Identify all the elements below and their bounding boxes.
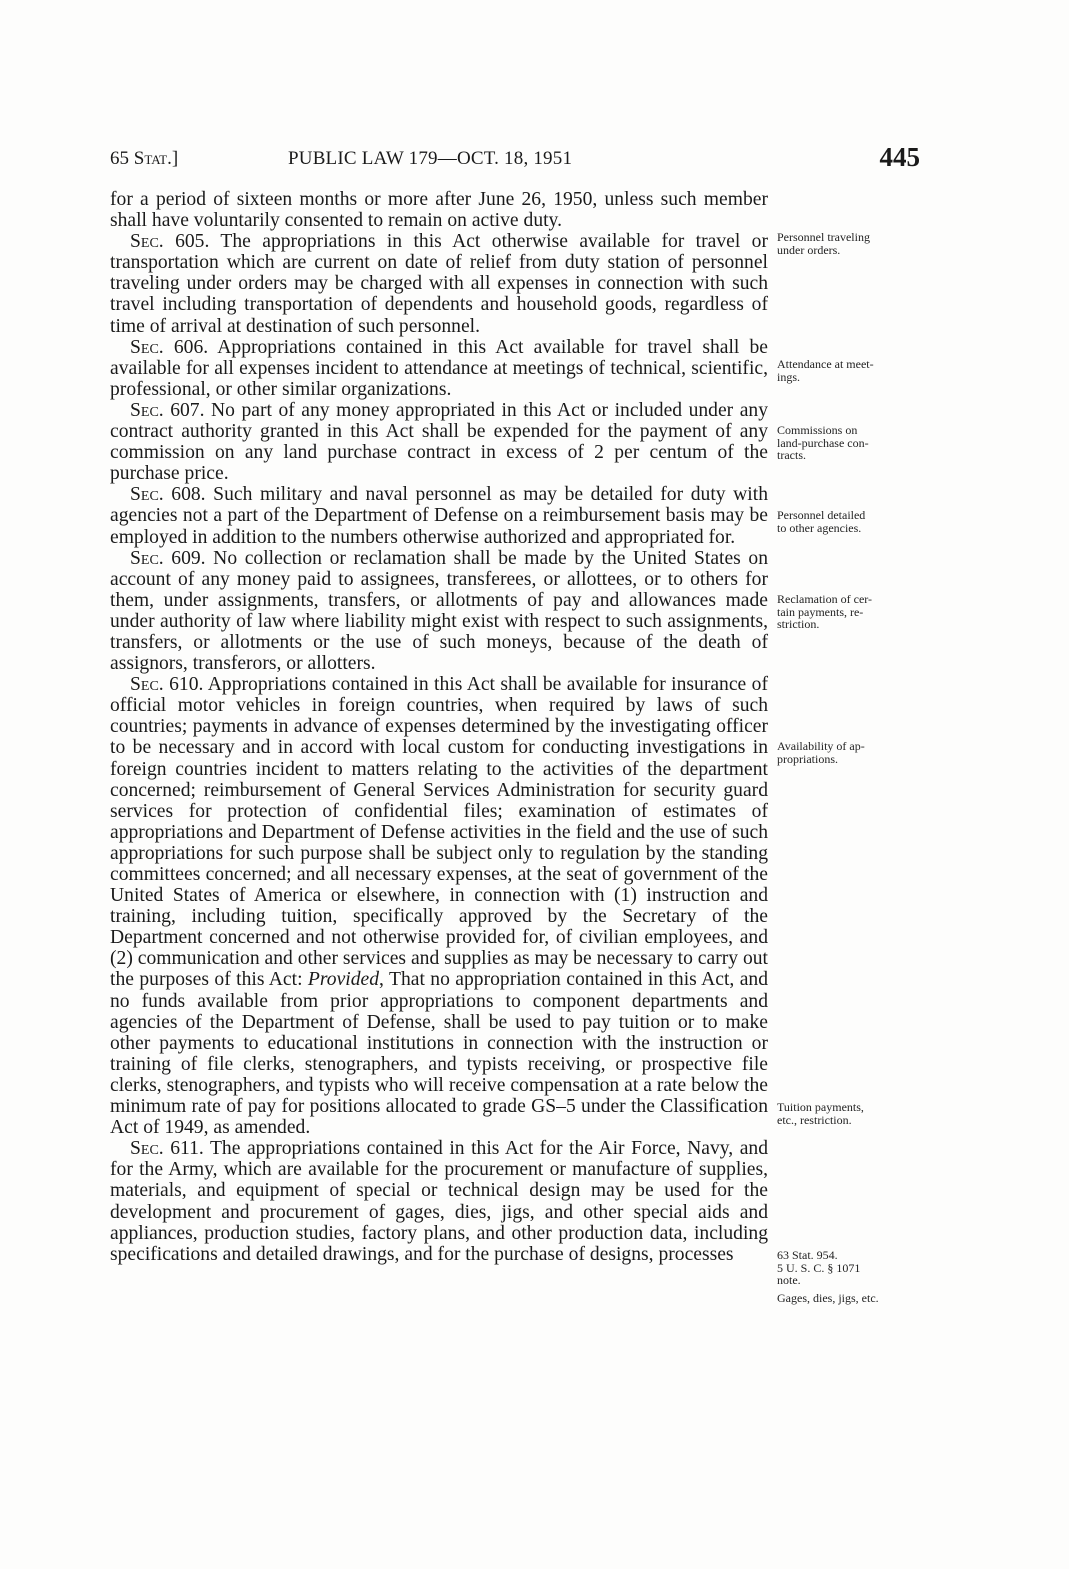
section-610 <box>110 674 768 1138</box>
section-608 <box>110 484 768 547</box>
margin-note-reclamation: Reclamation of cer- tain payments, re- striction. <box>777 592 873 631</box>
section-label: Sec. 611. <box>130 1138 204 1160</box>
section-label: Sec. 609. <box>130 547 206 569</box>
continuation-paragraph <box>110 189 768 231</box>
paragraph-text: Appropriations contained in this Act available for travel shall be available for all expenses incident to attendance at meetings of technical, scientific, professional, or other similar organizations. <box>110 336 769 400</box>
margin-note-tuition-payments: Tuition payments, etc., restriction. <box>777 1100 864 1127</box>
running-header <box>110 142 920 172</box>
section-607 <box>110 400 768 484</box>
section-609 <box>110 548 768 675</box>
margin-note-personnel-detailed: Personnel detailed to other agencies. <box>777 508 866 535</box>
law-title: PUBLIC LAW 179—OCT. 18, 1951 <box>288 148 573 169</box>
paragraph-text: The appropriations in this Act otherwise available for travel or transportation which are current on date of relief from duty station of personnel traveling under orders may be charged with all expenses in connection with such travel including transportation of dependents and household goods, regardless of time of arrival at destination of such personnel. <box>110 231 768 337</box>
paragraph-text: for a period of sixteen months or more after June 26, 1950, unless such member shall have voluntarily consented to remain on active duty. <box>110 189 768 232</box>
page-number: 445 <box>879 142 920 172</box>
section-606 <box>110 337 768 400</box>
margin-note-gages-dies-jigs: Gages, dies, jigs, etc. <box>777 1291 879 1305</box>
section-label: Sec. 610. <box>130 674 204 696</box>
margin-note-attendance-meetings: Attendance at meet- ings. <box>777 357 874 384</box>
section-label: Sec. 608. <box>130 484 206 506</box>
margin-note-availability: Availability of ap- propriations. <box>777 739 865 766</box>
margin-note-personnel-traveling: Personnel traveling under orders. <box>777 230 870 257</box>
proviso-word: Provided <box>307 969 380 991</box>
margin-note-statute-citation: 63 Stat. 954. 5 U. S. C. § 1071 note. <box>777 1248 861 1287</box>
section-605 <box>110 231 768 336</box>
margin-note-commissions: Commissions on land-purchase con- tracts. <box>777 423 869 462</box>
paragraph-text: The appropriations contained in this Act for the Air Force, Navy, and for the Army, which are available for the procurement or manufacture of supplies, materials, and equipment of special or technical design may be used for the development and procurement of gages, dies, jigs, and other special aids and appliances, production studies, factory plans, and other production data, including specifications and detailed drawings, and for the purchase of designs, processes <box>110 1138 768 1265</box>
statute-reference: 65 Stat.] <box>110 148 179 169</box>
paragraph-text: No collection or reclamation shall be made by the United States on account of any money paid to assignees, transferees, or allottees, or to others for them, under assignments, transfers, or allotments of pay and allowances made under authority of law where liability might exist with respect to such assignments, transfers, or allotments or the use of such moneys, because of the death of assignors, transferors, or allotters. <box>110 547 768 675</box>
paragraph-text: No part of any money appropriated in this Act or included under any contract authority granted in this Act shall be expended for the payment of any commission on any land purchase contract in excess of 2 per centum of the purchase price. <box>110 399 769 485</box>
section-label: Sec. 605. <box>130 231 210 253</box>
paragraph-text: Appropriations contained in this Act shall be available for insurance of official motor vehicles in foreign countries, when required by laws of such countries; payments in advance of expenses determined by the investigating officer to be necessary and in accord with local custom for conducting investigations in foreign countries incident to matters relating to the activities of the department concerned; reimbursement of General Services Administration for security guard services for protection of confidential files; examination of estimates of appropriations and Department of Defense activities in the field and the use of such appropriations for such purpose shall be subject only to regulation by the standing committees concerned; and all necessary expenses, at the seat of government of the United States of America or elsewhere, in connection with (1) instruction and training, including tuition, specifically approved by the Secretary of the Department concerned and not otherwise provided for, of civilian employees, and (2) communication and other services and supplies as may be necessary to carry out the purposes of this Act: <box>110 674 768 991</box>
paragraph-text: Such military and naval personnel as may be detailed for duty with agencies not a part of the Department of Defense on a reimbursement basis may be employed in addition to the numbers otherwise authorized and appropriated for. <box>110 484 768 548</box>
body-text <box>110 189 768 1265</box>
section-label: Sec. 607. <box>130 399 205 421</box>
section-label: Sec. 606. <box>130 336 209 358</box>
paragraph-text-continued: , That no appropriation contained in this Act, and no funds available from prior appropriations to component departments and agencies of the Department of Defense, shall be used to pay tuition or to make other payments to educational institutions in connection with the instruction or training of file clerks, stenographers, and typists receiving, or prospective file clerks, stenographers, and typists who will receive compensation at a rate below the minimum rate of pay for positions allocated to grade GS–5 under the Classification Act of 1949, as amended. <box>110 969 768 1139</box>
section-611 <box>110 1138 768 1265</box>
